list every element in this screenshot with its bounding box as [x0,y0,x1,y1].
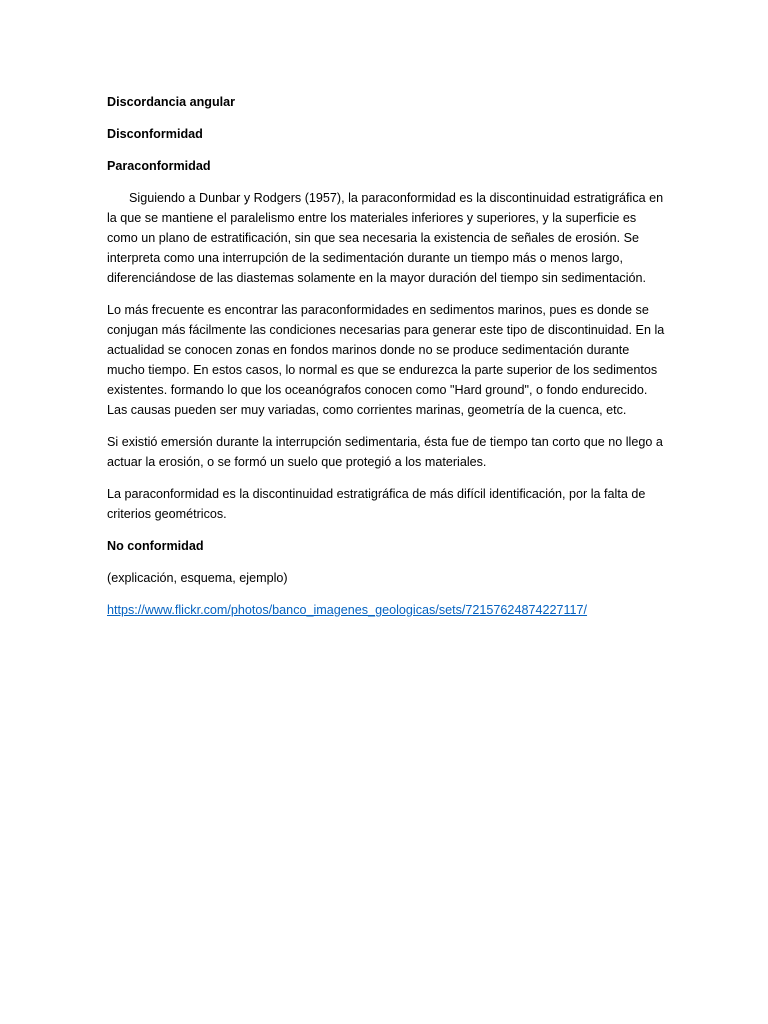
heading-paraconformidad: Paraconformidad [107,159,211,173]
paragraph-identification: La paraconformidad es la discontinuidad estratigráfica de más difícil identificación, por la falta de criterios geométricos. [107,487,646,521]
note-text: (explicación, esquema, ejemplo) [107,571,288,585]
heading-no-conformidad: No conformidad [107,539,204,553]
heading-discordancia-angular: Discordancia angular [107,95,236,109]
paragraph-definition: Siguiendo a Dunbar y Rodgers (1957), la paraconformidad es la discontinuidad estratigráfica en la que se mantiene el paralelismo entre los materiales inferiores y superiores, y la superficie es como un plano de estratificación, sin que sea necesaria la existencia de señales de erosión. Se interpreta como una interrupción de la sedimentación durante un tiempo más o menos largo, diferenciándose de las diastemas solamente en la mayor duración del tiempo sin sedimentación. [107,191,664,285]
paragraph-emersion: Si existió emersión durante la interrupción sedimentaria, ésta fue de tiempo tan corto que no llego a actuar la erosión, o se formó un suelo que protegió a los materiales. [107,435,663,469]
flickr-link[interactable]: https://www.flickr.com/photos/banco_imagenes_geologicas/sets/72157624874227117/ [107,603,588,617]
paragraph-marine-sediments: Lo más frecuente es encontrar las paraconformidades en sedimentos marinos, pues es donde se conjugan más fácilmente las condiciones necesarias para generar este tipo de discontinuidad. En la actualidad se conocen zonas en fondos marinos donde no se produce sedimentación durante mucho tiempo. En estos casos, lo normal es que se endurezca la parte superior de los sedimentos existentes. formando lo que los oceanógrafos conocen como "Hard ground", o fondo endurecido. Las causas pueden ser muy variadas, como corrientes marinas, geometría de la cuenca, etc. [107,303,665,417]
document-page [107,92,667,632]
heading-disconformidad: Disconformidad [107,127,203,141]
link-paragraph [107,600,667,620]
